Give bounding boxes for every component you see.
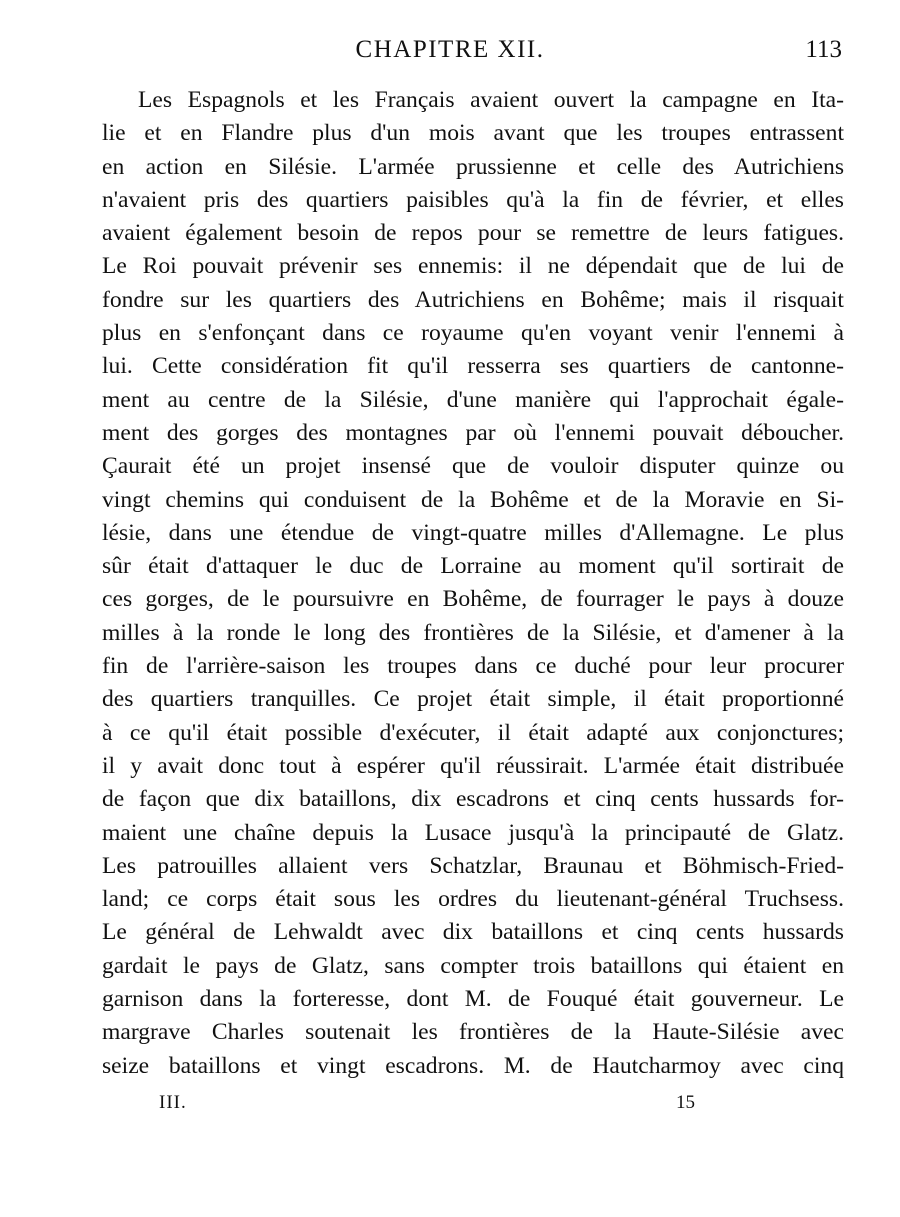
text-line: il y avait donc tout à espérer qu'il réussirait. L'armée était distribuée [102,752,844,779]
text-line: en action en Silésie. L'armée prussienne et celle des Autrichiens [102,153,844,180]
text-line: land; ce corps était sous les ordres du lieutenant-général Truchsess. [102,886,844,913]
text-line: Les patrouilles allaient vers Schatzlar, Braunau et Böhmisch-Fried- [102,852,844,879]
text-line: des quartiers tranquilles. Ce projet était simple, il était proportionné [102,686,844,713]
running-head: CHAPITRE XII. [355,36,545,63]
text-line: maient une chaîne depuis la Lusace jusqu'à la principauté de Glatz. [102,819,844,846]
text-line: garnison dans la forteresse, dont M. de Fouqué était gouverneur. Le [102,986,844,1013]
text-line: plus en s'enfonçant dans ce royaume qu'en voyant venir l'ennemi à [102,320,844,347]
text-line: lésie, dans une étendue de vingt-quatre milles d'Allemagne. Le plus [102,519,844,546]
text-line: ces gorges, de le poursuivre en Bohême, de fourrager le pays à douze [102,586,844,613]
text-line: Les Espagnols et les Français avaient ouvert la campagne en Ita- [138,87,844,113]
body-text [102,84,844,1083]
text-line: Le Roi pouvait prévenir ses ennemis: il ne dépendait que de lui de [102,253,844,280]
volume-signature: III. [159,1092,187,1113]
text-line: fin de l'arrière-saison les troupes dans ce duché pour leur procurer [102,653,844,680]
text-line: seize bataillons et vingt escadrons. M. de Hautcharmoy avec cinq [102,1052,844,1079]
text-line: ment au centre de la Silésie, d'une manière qui l'approchait égale- [102,386,844,413]
text-line: avaient également besoin de repos pour se remettre de leurs fatigues. [102,220,844,247]
text-line: lie et en Flandre plus d'un mois avant que les troupes entrassent [102,120,844,147]
text-line: milles à la ronde le long des frontières de la Silésie, et d'amener à la [102,619,844,646]
text-line: Çaurait été un projet insensé que de vouloir disputer quinze ou [102,453,844,480]
text-line: n'avaient pris des quartiers paisibles qu'à la fin de février, et elles [102,186,844,213]
page-footer [0,1092,900,1122]
text-line: gardait le pays de Glatz, sans compter trois bataillons qui étaient en [102,952,844,979]
page-header [0,36,900,76]
text-line: fondre sur les quartiers des Autrichiens en Bohême; mais il risquait [102,286,844,313]
text-line: ment des gorges des montagnes par où l'ennemi pouvait déboucher. [102,419,844,446]
text-line: à ce qu'il était possible d'exécuter, il était adapté aux conjonctures; [102,719,844,746]
text-line: sûr était d'attaquer le duc de Lorraine au moment qu'il sortirait de [102,553,844,580]
sheet-signature: 15 [676,1092,695,1113]
text-line: margrave Charles soutenait les frontières de la Haute-Silésie avec [102,1019,844,1046]
text-line: de façon que dix bataillons, dix escadrons et cinq cents hussards for- [102,786,844,813]
text-line: Le général de Lehwaldt avec dix bataillons et cinq cents hussards [102,919,844,946]
text-line: vingt chemins qui conduisent de la Bohême et de la Moravie en Si- [102,486,844,513]
text-line: lui. Cette considération fit qu'il resserra ses quartiers de cantonne- [102,353,844,380]
page-number: 113 [805,36,842,63]
